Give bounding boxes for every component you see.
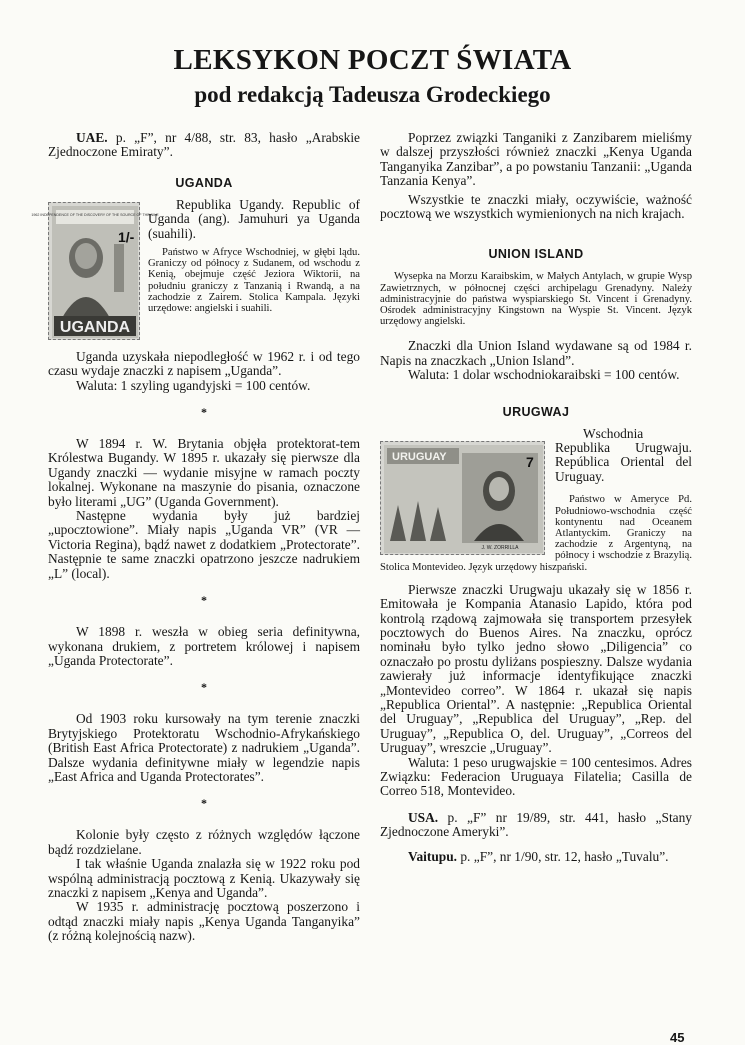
stamp-uruguay-country: URUGUAY (392, 450, 447, 463)
stamp-uganda-illustration (31, 206, 159, 338)
stamp-uruguay-value: 7 (526, 453, 534, 470)
stamp-uganda-country: UGANDA (59, 318, 131, 336)
right-column (380, 131, 692, 864)
page-number: 45 (670, 1030, 685, 1045)
uganda-history-zanzibar: Poprzez związki Tanganiki z Zanzibarem mieliśmy w dalszej przyszłości również znaczki „Kenya Uganda Tanganyika Zanzibar”, a po powstaniu Tanzanii: „Uganda Tanzania Kenya”. (380, 130, 692, 189)
page-subtitle: pod redakcją Tadeusza Grodeckiego (194, 82, 551, 107)
entry-uae-text: p. „F”, nr 4/88, str. 83, hasło „Arabskie Zjednoczone Emiraty”. (48, 130, 360, 160)
stamp-uganda-value: 1/- (118, 228, 135, 245)
separator-star: * (201, 680, 207, 695)
urugwaj-official-names: Wschodnia Republika Urugwaju. República Oriental del Uruguay. (555, 425, 692, 484)
stamp-uruguay-caption: J. W. ZORRILLA (481, 544, 519, 551)
stamp-uganda-header-text: 1962 INDEPENDENCE OF THE DISCOVERY OF THE SOURCE OF THE NILE (31, 212, 159, 217)
uganda-history-colonies: Kolonie były często z różnych względów łączone bądź rozdzielane. (48, 827, 360, 857)
separator-star: * (201, 593, 207, 608)
page-title: LEKSYKON POCZT ŚWIATA (173, 44, 572, 76)
uganda-geography: Państwo w Afryce Wschodniej, w głębi lądu. Graniczy od północy z Sudanem, od wschodu z Kenią, obejmuje część Jeziora Wiktorii, na południu graniczy z Tanzanią i Rwandą, a na zachodzie z Zairem. Stolica Kampala. Języki urzędowe: angielski i suahili. (148, 247, 360, 315)
uganda-currency: Waluta: 1 szyling ugandyjski = 100 centów. (76, 377, 311, 393)
entry-vaitupu (380, 850, 692, 864)
section-heading-urugwaj: URUGWAJ (502, 404, 570, 419)
uganda-history-vr: Następne wydania były już bardziej „upocztowione”. Miały napis „Uganda VR” (VR — Victoria Regina), bądź nawet z dodatkiem „Protectorate”. Następnie te same znaczki opatrzono jeszcze nadrukiem „L” (local). (48, 508, 360, 581)
union-island-geography: Wysepka na Morzu Karaibskim, w Małych Antylach, w grupie Wysp Zawietrznych, w północnej części archipelagu Grenadyny. Należy administracyjnie do państwa wyspiarskiego St. Vincent i Grenadyny. Ośrodek administracyjny Kingstown na Wyspie St. Vincent. Język urzędowy angielski. (380, 271, 692, 328)
section-heading-uganda: UGANDA (175, 175, 233, 190)
stamp-image-uganda (31, 202, 159, 340)
section-heading-union-island: UNION ISLAND (488, 247, 584, 262)
entry-vaitupu-text: p. „F”, nr 1/90, str. 12, hasło „Tuvalu”. (457, 848, 669, 864)
union-island-currency: Waluta: 1 dolar wschodniokaraibski = 100 centów. (408, 367, 680, 383)
uganda-history-1922: I tak właśnie Uganda znalazła się w 1922 roku pod wspólną administracją pocztową z Kenią. Ukazywały się znaczki z napisem „Kenya and Uganda”. (48, 856, 360, 900)
entry-usa (380, 811, 692, 840)
uganda-history-1935: W 1935 r. administrację pocztową poszerzono i odtąd znaczki miały napis „Kenya Uganda Tanganyika” (z różną kolejnością nazw). (48, 899, 360, 944)
left-column (31, 130, 360, 944)
urugwaj-history: Pierwsze znaczki Urugwaju ukazały się w 1856 r. Emitowała je Kompania Atanasio Lapido, która pod kontrolą rządową zajmowała się transportem przesyłek pocztowych do Buenos Aires. Na znaczku, oprócz nominału było tylko jedno słowo „Diligencia” co oznaczało po prostu dyliżans pospieszny. Dalsze wydania zawierały już informacje identyfikujące znaczki „Montevideo correo”. W 1864 r. ukazał się napis „Republica Oriental”. A następnie: „Republica Oriental del Uruguay”, „Republica del Uruguay”, „Rep. del Uruguay”, „Republica O, del. Uruguay”, „Correos del Uruguay”, wreszcie „Uruguay”. (380, 581, 692, 756)
separator-star: * (201, 796, 207, 811)
entry-uae (48, 131, 360, 160)
uganda-validity: Wszystkie te znaczki miały, oczywiście, ważność pocztową we wszystkich wymienionych na nich krajach. (380, 191, 692, 222)
uganda-official-names: Republika Ugandy. Republic of Uganda (ang). Jamuhuri ya Uganda (suahili). (148, 196, 360, 241)
stamp-uruguay-illustration (384, 445, 543, 553)
uganda-history-1894: W 1894 r. W. Brytania objęła protektorat-tem Królestwa Bugandy. W 1895 r. ukazały się pierwsze dla Ugandy znaczki — wydanie misyjne w ramach poczty lokalnej. Wykonane na maszynie do pisania, oznaczone było literami „UG” (Uganda Government). (48, 436, 360, 509)
uganda-history-1898: W 1898 r. weszła w obieg seria definitywna, wykonana drukiem, z portretem królowej i napisem „Uganda Protectorate”. (48, 624, 360, 668)
entry-usa-term: USA. (408, 809, 439, 825)
entry-usa-text: p. „F” nr 19/89, str. 441, hasło „Stany Zjednoczone Ameryki”. (380, 809, 692, 840)
entry-uae-term: UAE. (76, 130, 108, 145)
separator-star: * (201, 405, 207, 420)
uganda-independence: Uganda uzyskała niepodległość w 1962 r. i od tego czasu wydaje znaczki z napisem „Uganda”. (48, 348, 360, 379)
stamp-image-uruguay (380, 441, 545, 555)
entry-vaitupu-term: Vaitupu. (408, 848, 458, 864)
union-island-stamps: Znaczki dla Union Island wydawane są od 1984 r. Napis na znaczkach „Union Island”. (380, 338, 692, 368)
urugwaj-currency-address: Waluta: 1 peso urugwajskie = 100 centesimos. Adres Związku: Federacion Uruguaya Filatelia; Casilla de Correo 518, Montevideo. (380, 754, 692, 799)
uganda-history-1903: Od 1903 roku kursowały na tym terenie znaczki Brytyjskiego Protektoratu Wschodnio-Afrykańskiego (British East Africa Protectorate) z nadrukiem „Uganda”. Dalsze wydania definitywne miały w legendzie napis „East Africa and Uganda Protectorates”. (48, 711, 360, 784)
urugwaj-geography: Państwo w Ameryce Pd. Południowo-wschodnia część kontynentu nad Oceanem Atlantyckim. Graniczy na zachodzie z Argentyną, na północy i wschodzie z Brazylią. Stolica Montevideo. Język urzędowy hiszpański. (380, 494, 692, 573)
